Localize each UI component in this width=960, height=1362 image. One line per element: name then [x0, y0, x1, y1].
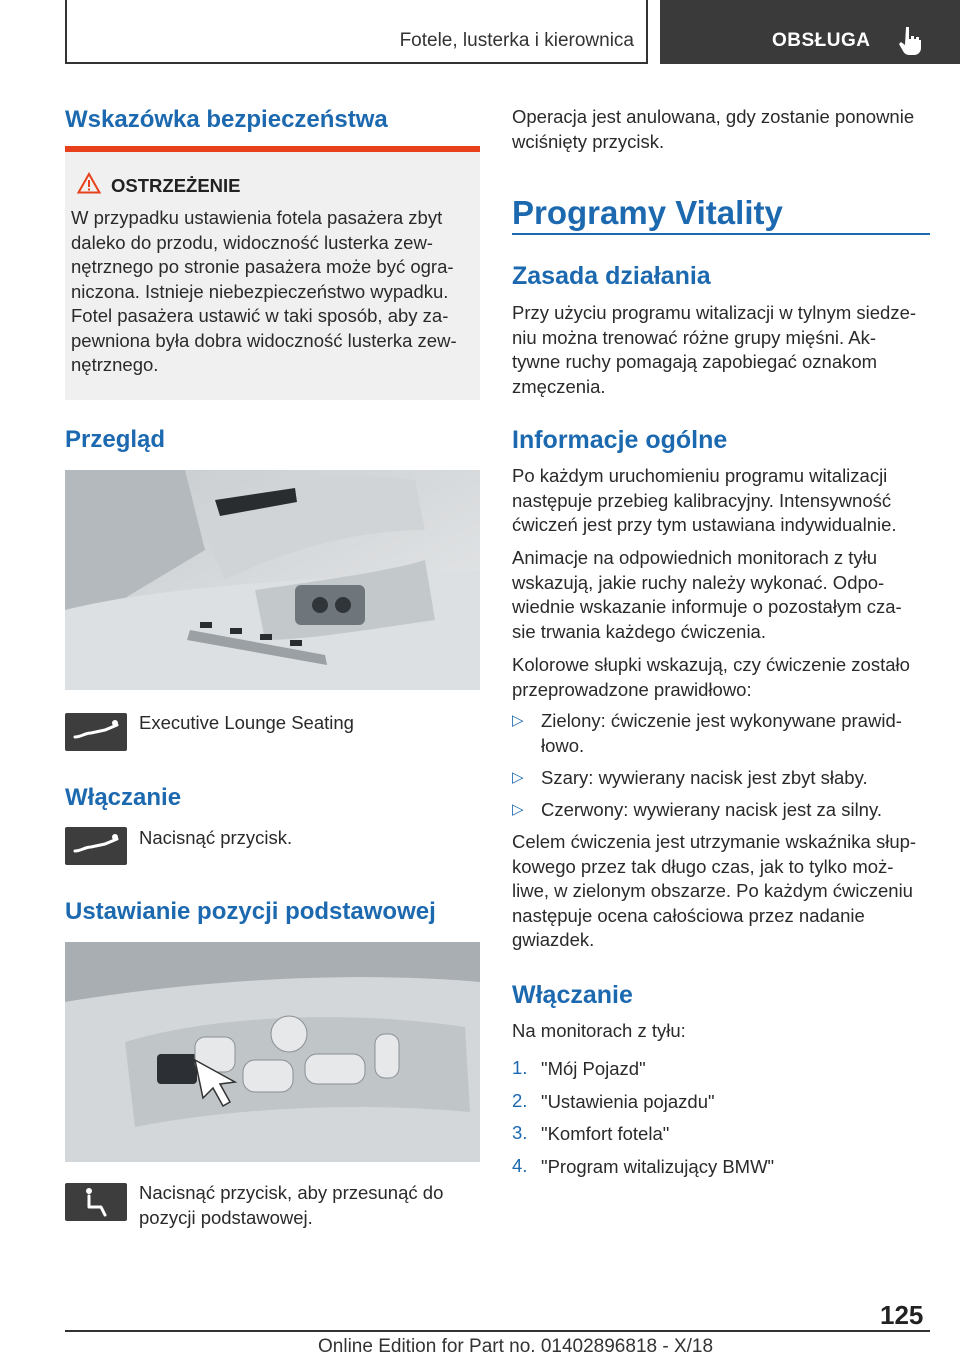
warning-title: OSTRZEŻENIE	[111, 175, 241, 196]
bullet-item	[541, 709, 902, 758]
general-line: Animacje na odpowiednich monitorach z tyłu	[512, 547, 878, 568]
warning-line: pewniona była dobra widoczność lusterka zew‐	[71, 329, 457, 351]
basic-position-line: pozycji podstawowej.	[139, 1206, 313, 1228]
switch-on-heading-right: Włączanie	[512, 981, 633, 1009]
step-text: "Program witalizujący BMW"	[541, 1156, 775, 1177]
door-panel-image	[65, 470, 480, 690]
header-section-title: Fotele, lusterka i kierownica	[399, 30, 634, 51]
step-number: 3.	[512, 1122, 528, 1143]
cancel-line: Operacja jest anulowana, gdy zostanie ponownie	[512, 106, 915, 127]
warning-box	[65, 152, 480, 400]
general-line: Kolorowe słupki wskazują, czy ćwiczenie zostało	[512, 654, 910, 675]
principle-text	[512, 301, 930, 399]
step-number: 4.	[512, 1155, 528, 1176]
switch-on-heading-left: Włączanie	[65, 784, 182, 811]
general-line: przeprowadzone prawidłowo:	[512, 678, 752, 700]
warning-line: W przypadku ustawienia fotela pasażera zbyt	[71, 207, 443, 228]
general-paragraph-4	[512, 830, 930, 953]
monitors-text: Na monitorach z tyłu:	[512, 1020, 686, 1041]
bullet-triangle-icon: ▷	[512, 769, 524, 786]
door-panel-illustration	[65, 470, 480, 690]
general-line: gwiazdek.	[512, 929, 595, 950]
vitality-heading-rule	[512, 233, 930, 235]
principle-line: niu można trenować różne grupy mięśni. Ak‐	[512, 326, 877, 348]
basic-position-text	[139, 1181, 480, 1230]
step-number: 2.	[512, 1090, 528, 1111]
hand-pointer-icon	[898, 25, 924, 55]
principle-line: zmęczenia.	[512, 375, 606, 397]
bullet-triangle-icon: ▷	[512, 801, 524, 818]
general-paragraph-1	[512, 464, 930, 538]
executive-label: Executive Lounge Seating	[139, 712, 354, 733]
footer-edition: Online Edition for Part no. 01402896818 - X/18	[318, 1336, 714, 1357]
principle-line: tywne ruchy pomagają zapobiegać oznakom	[512, 351, 878, 372]
overview-heading: Przegląd	[65, 426, 166, 453]
warning-line: Fotel pasażera ustawić w taki sposób, aby za‐	[71, 305, 449, 326]
general-line: następuje ocena całościowa przez nadanie	[512, 904, 865, 926]
seat-controls-image	[65, 942, 480, 1162]
general-line: wiednie wskazanie informuje o pozostałym cza‐	[512, 596, 902, 617]
footer-rule	[65, 1330, 930, 1332]
bullet-line: łowo.	[541, 734, 585, 756]
general-line: sie trwania każdego ćwiczenia.	[512, 620, 766, 642]
bullet-line: Zielony: ćwiczenie jest wykonywane prawid‐	[541, 710, 902, 731]
warning-triangle-icon	[77, 172, 101, 194]
press-button-text: Nacisnąć przycisk.	[139, 827, 293, 848]
header-chapter-title: OBSŁUGA	[772, 30, 871, 51]
bullet-triangle-icon: ▷	[512, 712, 524, 729]
general-paragraph-2	[512, 546, 930, 644]
cancel-line: wciśnięty przycisk.	[512, 130, 665, 152]
step-text: "Mój Pojazd"	[541, 1058, 646, 1079]
general-line: wskazują, jakie ruchy należy wykonać. Odpo‐	[512, 571, 885, 593]
cancel-text	[512, 105, 930, 154]
warning-line: nętrznego.	[71, 354, 159, 375]
principle-heading: Zasada działania	[512, 262, 711, 290]
step-text: "Ustawienia pojazdu"	[541, 1091, 715, 1112]
general-line: kowego przez tak długo czas, jak to tylko moż‐	[512, 855, 894, 877]
general-line: ćwiczeń jest przy tym ustawiana indywidualnie.	[512, 514, 897, 535]
warning-line: daleko do przodu, widoczność lusterka zew‐	[71, 231, 433, 253]
principle-line: Przy użyciu programu witalizacji w tylnym siedze‐	[512, 302, 917, 323]
safety-heading: Wskazówka bezpieczeństwa	[65, 106, 388, 133]
general-line: Po każdym uruchomieniu programu witalizacji	[512, 465, 888, 486]
lounge-seat-icon	[65, 827, 127, 865]
basic-position-line: Nacisnąć przycisk, aby przesunąć do	[139, 1182, 444, 1203]
general-line: Celem ćwiczenia jest utrzymanie wskaźnika słup‐	[512, 831, 917, 852]
general-paragraph-3	[512, 653, 930, 702]
basic-position-heading: Ustawianie pozycji podstawowej	[65, 898, 436, 925]
header-chapter-box	[660, 0, 960, 64]
general-line: następuje przebieg kalibracyjny. Intensywność	[512, 489, 892, 511]
general-line: liwe, w zielonym obszarze. Po każdym ćwiczeniu	[512, 880, 913, 901]
seat-controls-illustration	[65, 942, 480, 1162]
bullet-item: Szary: wywierany nacisk jest zbyt słaby.	[541, 767, 868, 788]
header-section-box	[65, 0, 648, 64]
lounge-seat-icon	[65, 713, 127, 751]
general-heading: Informacje ogólne	[512, 426, 728, 454]
vitality-heading: Programy Vitality	[512, 194, 783, 231]
warning-line: niczona. Istnieje niebezpieczeństwo wypadku.	[71, 280, 449, 302]
bullet-item: Czerwony: wywierany nacisk jest za silny.	[541, 799, 882, 820]
page-number: 125	[880, 1300, 924, 1330]
warning-line: nętrznego po stronie pasażera może być ogra‐	[71, 256, 454, 277]
step-number: 1.	[512, 1057, 528, 1078]
step-text: "Komfort fotela"	[541, 1123, 670, 1144]
warning-text	[71, 206, 471, 378]
seat-basic-position-icon	[65, 1183, 127, 1221]
